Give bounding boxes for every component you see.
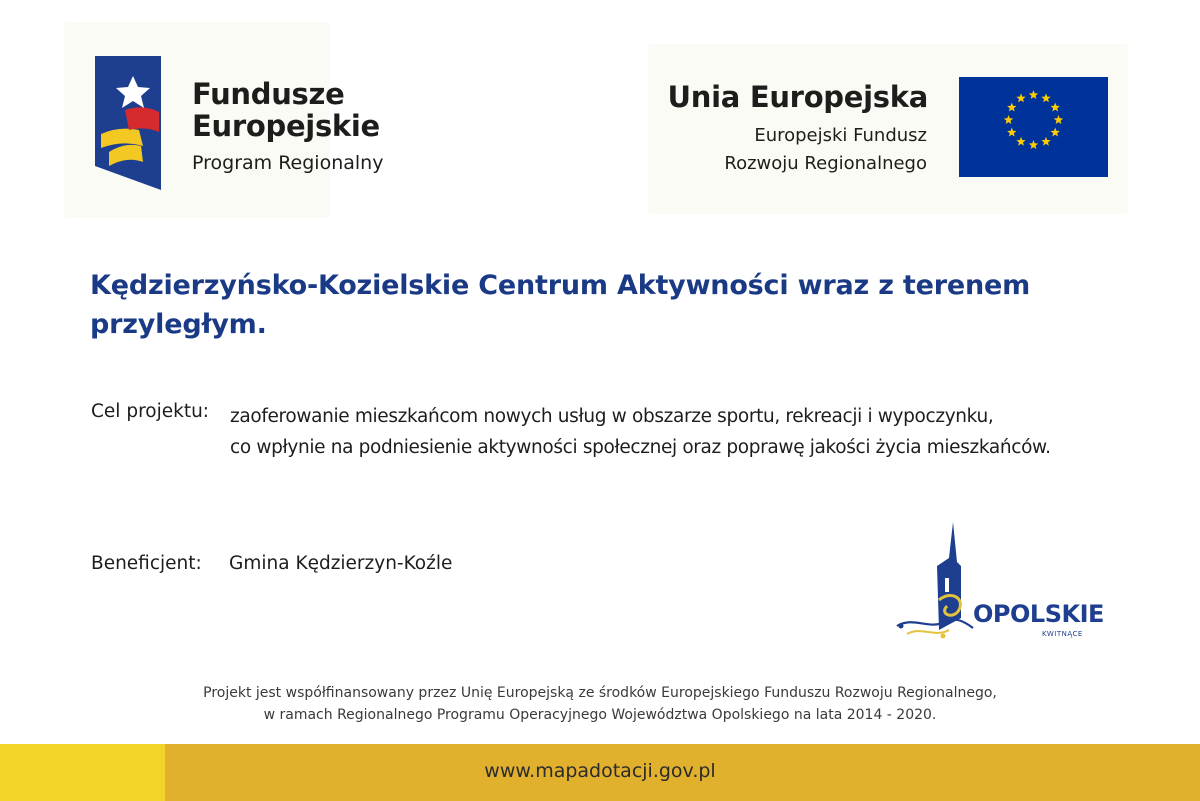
fundusze-title-line1: Fundusze <box>192 77 345 111</box>
unia-fund-name <box>724 122 927 178</box>
project-title <box>90 266 1130 344</box>
eu-flag <box>959 77 1108 177</box>
fundusze-title <box>192 78 380 142</box>
cel-projektu-line1: zaoferowanie mieszkańcom nowych usług w obszarze sportu, rekreacji i wypoczynku, <box>230 406 994 427</box>
beneficjent-label: Beneficjent: <box>91 553 202 574</box>
project-title-line2: przyległym. <box>90 309 267 340</box>
fundusze-europejskie-emblem-icon <box>95 56 165 190</box>
opolskie-name: OPOLSKIE <box>973 600 1104 628</box>
cel-projektu-label: Cel projektu: <box>91 401 210 422</box>
unia-fund-line2: Rozwoju Regionalnego <box>724 153 927 174</box>
fundusze-title-line2: Europejskie <box>192 109 380 143</box>
cel-projektu-text <box>230 401 1120 463</box>
project-title-line1: Kędzierzyńsko-Kozielskie Centrum Aktywności wraz z terenem <box>90 270 1031 301</box>
fundusze-program: Program Regionalny <box>192 152 384 174</box>
cel-projektu-line2: co wpłynie na podniesienie aktywności społecznej oraz poprawę jakości życia mieszkańców. <box>230 437 1051 458</box>
eu-flag-stars-icon <box>959 77 1108 177</box>
footer-url: www.mapadotacji.gov.pl <box>484 760 716 782</box>
opolskie-tagline: KWITNĄCE <box>1042 630 1083 638</box>
cofinancing-line2: w ramach Regionalnego Programu Operacyjnego Województwa Opolskiego na lata 2014 - 2020. <box>263 707 937 723</box>
cofinancing-line1: Projekt jest współfinansowany przez Unię Europejską ze środków Europejskiego Funduszu Rozwoju Regionalnego, <box>203 685 997 701</box>
opolskie-tower-emblem-icon <box>893 518 978 646</box>
unia-title: Unia Europejska <box>667 80 928 114</box>
cofinancing-note <box>0 682 1200 726</box>
unia-fund-line1: Europejski Fundusz <box>754 125 927 146</box>
beneficjent-value: Gmina Kędzierzyn-Koźle <box>229 553 453 574</box>
